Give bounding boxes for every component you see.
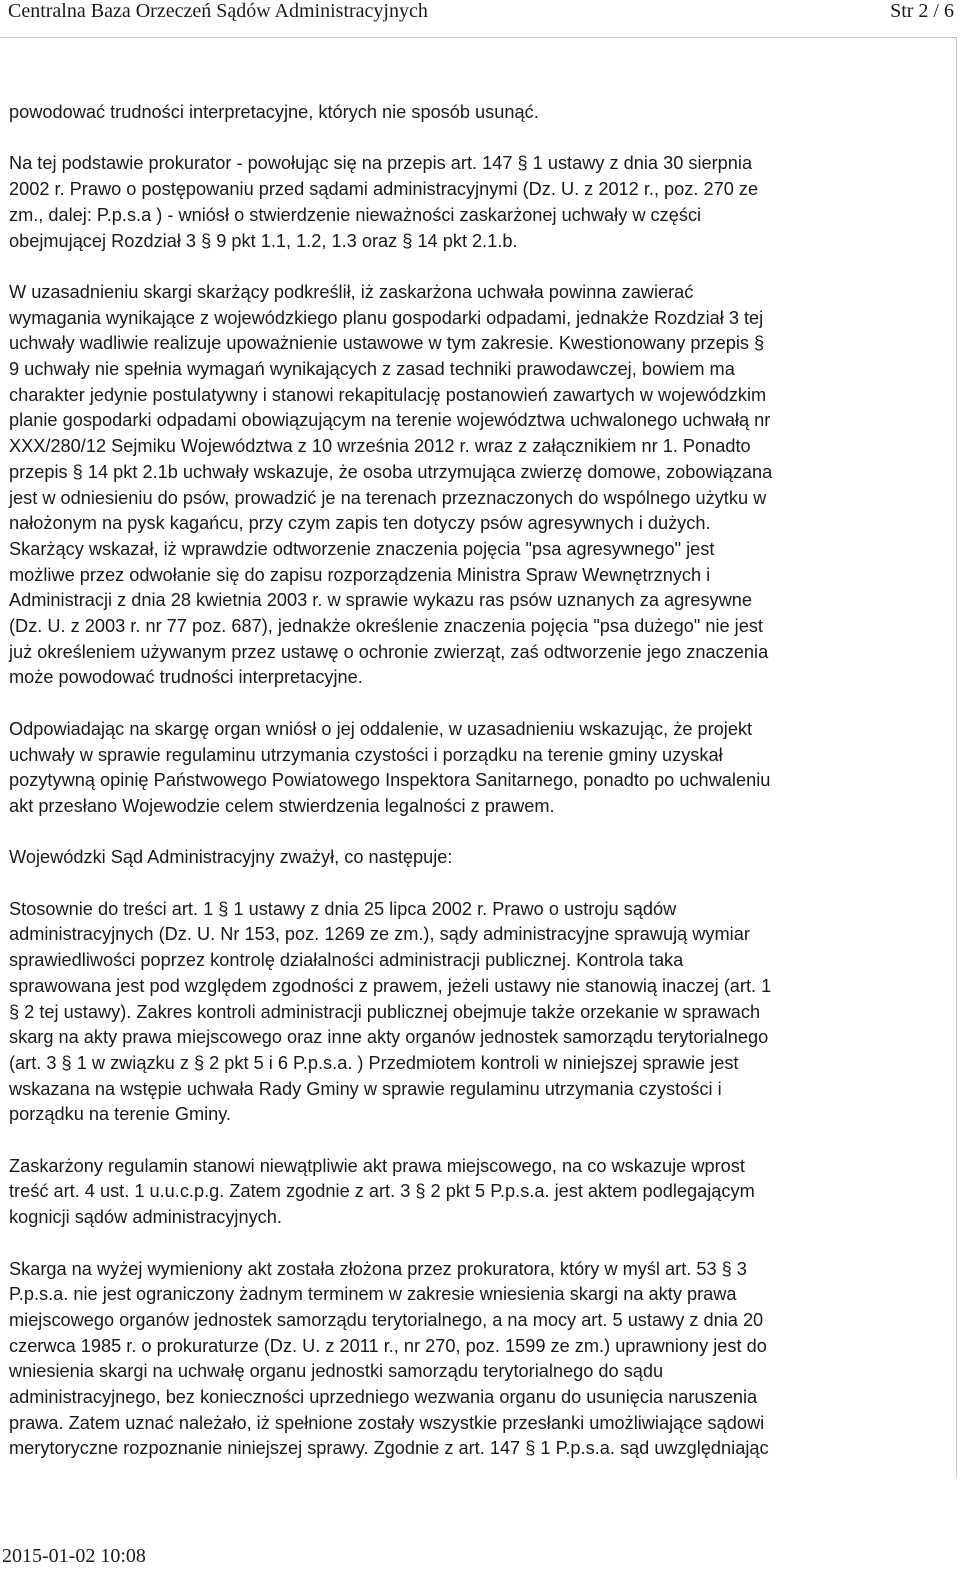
text-line: merytoryczne rozpoznanie niniejszej sprawy. Zgodnie z art. 147 § 1 P.p.s.a. sąd uwzględniając: [9, 1438, 769, 1459]
text-line: P.p.s.a. nie jest ograniczony żadnym terminem w zakresie wniesienia skargi na akty prawa: [9, 1284, 737, 1305]
text-line: prawa. Zatem uznać należało, iż spełnione zostały wszystkie przesłanki umożliwiające sądowi: [9, 1412, 765, 1433]
text-line: akt przesłano Wojewodzie celem stwierdzenia legalności z prawem.: [9, 795, 555, 816]
text-line: Skarżący wskazał, iż wprawdzie odtworzenie znaczenia pojęcia "psa agresywnego" jest: [9, 538, 715, 559]
text-line: nałożonym na pysk kagańcu, przy czym zapis ten dotyczy psów agresywnych i dużych.: [9, 513, 711, 534]
text-line: Skarga na wyżej wymieniony akt została złożona przez prokuratora, który w myśl art. 53 § 3: [9, 1258, 747, 1279]
paragraph: [9, 280, 954, 691]
text-line: przepis § 14 pkt 2.1b uchwały wskazuje, że osoba utrzymująca zwierzę domowe, zobowiązana: [9, 461, 773, 482]
text-line: czerwca 1985 r. o prokuraturze (Dz. U. z 2011 r., nr 270, poz. 1599 ze zm.) uprawniony jest do: [9, 1335, 767, 1356]
text-line: sprawowana jest pod względem zgodności z prawem, jeżeli ustawy nie stanowią inaczej (art. 1: [9, 975, 772, 996]
text-line: uchwały w sprawie regulaminu utrzymania czystości i porządku na terenie gminy uzyskał: [9, 744, 723, 765]
text-line: powodować trudności interpretacyjne, których nie sposób usunąć.: [9, 102, 539, 122]
text-line: Administracji z dnia 28 kwietnia 2003 r. w sprawie wykazu ras psów uznanych za agresywne: [9, 590, 753, 611]
text-line: XXX/280/12 Sejmiku Województwa z 10 września 2012 r. wraz z załącznikiem nr 1. Ponadto: [9, 436, 751, 457]
text-line: treść art. 4 ust. 1 u.u.c.p.g. Zatem zgodnie z art. 3 § 2 pkt 5 P.p.s.a. jest aktem podlegającym: [9, 1181, 755, 1202]
text-line: Na tej podstawie prokurator - powołując się na przepis art. 147 § 1 ustawy z dnia 30 sierpnia: [9, 153, 753, 174]
page-indicator: Str 2 / 6: [890, 0, 954, 22]
document-body: [9, 100, 954, 1488]
paragraph: [9, 845, 954, 871]
paragraph: [9, 151, 954, 254]
text-line: (Dz. U. z 2003 r. nr 77 poz. 687), jednakże określenie znaczenia pojęcia "psa dużego" nie jest: [9, 616, 763, 637]
text-line: wymagania wynikające z wojewódzkiego planu gospodarki odpadami, jednakże Rozdział 3 tej: [9, 307, 764, 328]
paragraph: [9, 1257, 954, 1463]
print-timestamp: 2015-01-02 10:08: [2, 1545, 146, 1567]
text-line: może powodować trudności interpretacyjne.: [9, 667, 363, 688]
text-line: administracyjnych (Dz. U. Nr 153, poz. 1269 ze zm.), sądy administracyjne sprawują wymiar: [9, 924, 750, 945]
text-line: § 2 tej ustawy). Zakres kontroli administracji publicznej obejmuje także orzekanie w sprawach: [9, 1001, 761, 1022]
text-line: miejscowego organów jednostek samorządu terytorialnego, a na mocy art. 5 ustawy z dnia 20: [9, 1309, 764, 1330]
text-line: możliwe przez odwołanie się do zapisu rozporządzenia Ministra Spraw Wewnętrznych i: [9, 564, 711, 585]
text-line: Zaskarżony regulamin stanowi niewątpliwie akt prawa miejscowego, na co wskazuje wprost: [9, 1155, 745, 1176]
text-line: 9 uchwały nie spełnia wymagań wynikających z zasad techniki prawodawczej, bowiem ma: [9, 359, 735, 379]
text-line: kognicji sądów administracyjnych.: [9, 1207, 282, 1228]
text-line: charakter jedynie postulatywny i stanowi rekapitulację postanowień zawartych w wojewódzkim: [9, 384, 767, 405]
text-line: administracyjnego, bez konieczności uprzedniego wezwania organu do usunięcia naruszenia: [9, 1387, 758, 1408]
paragraph: [9, 1154, 954, 1231]
text-line: porządku na terenie Gminy.: [9, 1104, 232, 1125]
text-line: 2002 r. Prawo o postępowaniu przed sądami administracyjnymi (Dz. U. z 2012 r., poz. 270 ze: [9, 179, 759, 200]
text-line: obejmującej Rozdział 3 § 9 pkt 1.1, 1.2, 1.3 oraz § 14 pkt 2.1.b.: [9, 230, 518, 251]
text-line: pozytywną opinię Państwowego Powiatowego Inspektora Sanitarnego, ponadto po uchwaleniu: [9, 770, 771, 791]
text-line: wskazana na wstępie uchwała Rady Gminy w sprawie regulaminu utrzymania czystości i: [9, 1078, 722, 1099]
text-line: skarg na akty prawa miejscowego oraz inne akty organów jednostek samorządu terytorialnego: [9, 1027, 769, 1048]
page-header: [0, 0, 960, 36]
paragraph: [9, 897, 954, 1128]
text-line: sprawiedliwości poprzez kontrolę działalności administracji publicznej. Kontrola taka: [9, 950, 684, 971]
text-line: jest w odniesieniu do psów, prowadzić je na terenach przeznaczonych do wspólnego użytku w: [9, 487, 767, 508]
text-line: zm., dalej: P.p.s.a ) - wniósł o stwierdzenie nieważności zaskarżonej uchwały w części: [9, 204, 702, 225]
text-line: (art. 3 § 1 w związku z § 2 pkt 5 i 6 P.p.s.a. ) Przedmiotem kontroli w niniejszej sprawie jest: [9, 1052, 739, 1073]
paragraph: [9, 717, 954, 820]
text-line: W uzasadnieniu skargi skarżący podkreślił, iż zaskarżona uchwała powinna zawierać: [9, 281, 694, 302]
text-line: Wojewódzki Sąd Administracyjny zważył, co następuje:: [9, 847, 453, 868]
site-title: Centralna Baza Orzeczeń Sądów Administracyjnych: [8, 0, 428, 22]
text-line: już określeniem używanym przez ustawę o ochronie zwierząt, zaś odtworzenie jego znaczenia: [9, 641, 769, 662]
text-line: wniesienia skargi na uchwałę organu jednostki samorządu terytorialnego do sądu: [9, 1361, 664, 1382]
text-line: Stosownie do treści art. 1 § 1 ustawy z dnia 25 lipca 2002 r. Prawo o ustroju sądów: [9, 898, 677, 919]
text-line: uchwały wadliwie realizuje upoważnienie ustawowe w tym zakresie. Kwestionowany przepis §: [9, 333, 765, 354]
text-line: planie gospodarki odpadami obowiązującym na terenie województwa uchwalonego uchwałą nr: [9, 410, 771, 431]
paragraph: [9, 100, 954, 126]
text-line: Odpowiadając na skargę organ wniósł o jej oddalenie, w uzasadnieniu wskazując, że projekt: [9, 718, 753, 739]
